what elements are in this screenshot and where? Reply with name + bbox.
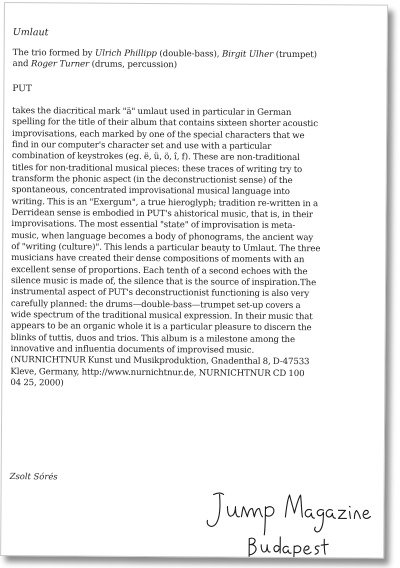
member-birgit-role: (trumpet) — [273, 49, 317, 61]
body-line: instrumental aspect of PUT's deconstructionist functioning is also very — [10, 287, 310, 300]
body-line: music, when language becomes a body of phonograms, the ancient way — [11, 230, 314, 243]
body-line: silence music is made of, the silence that is the source of inspiration.The — [11, 276, 317, 289]
review-body — [10, 106, 384, 392]
article — [10, 27, 385, 392]
body-line: Derridean sense is embodied in PUT's ahistorical music, that is, in their — [11, 207, 313, 221]
body-line: excellent sense of proportions. Each tenth of a second echoes with the — [11, 264, 308, 277]
body-line: carefully planned: the drums—double-bass—trumpet set-up covers a — [10, 298, 301, 311]
member-ulrich: Ulrich Phillipp — [95, 48, 157, 60]
article-title: Umlaut — [12, 27, 49, 39]
credits-intro: The trio formed by — [12, 48, 96, 59]
author-name: Zsolt Sórés — [9, 471, 58, 482]
body-line: improvisations, each marked by one of the special characters that we — [12, 128, 305, 141]
member-ulrich-role: (double-bass), — [156, 49, 223, 60]
handwritten-signature — [191, 480, 382, 558]
body-line: improvisations. The most essential "state" of improvisation is meta- — [11, 219, 296, 232]
credits-paragraph — [13, 48, 385, 73]
body-line: combination of keystrokes (eg. ë, ü, ö, î, f). These are non-traditional — [11, 151, 300, 164]
body-line: Kleve, Germany, http://www.nurnichtnur.de, NURNICHTNUR CD 100 — [10, 366, 305, 379]
body-line: of "writing (culture)". This lends a particular beauty to Umlaut. The three — [11, 241, 321, 255]
body-line: takes the diacritical mark "ä" umlaut used in particular in German — [12, 105, 292, 118]
album-heading: PUT — [12, 83, 32, 95]
scanned-document-page — [0, 2, 388, 559]
body-line: writing. This is an "Exergum", a true hieroglyph; tradition re-written in a — [11, 196, 319, 209]
body-line: musicians have created their dense compositions of moments with an — [11, 253, 305, 266]
body-line: appears to be an organic whole it is a particular pleasure to discern the — [10, 321, 312, 334]
body-line: blinks of tuttis, duos and trios. This album is a milestone among the — [10, 332, 295, 345]
body-line: wide spectrum of the traditional musical expression. In their music that — [10, 310, 313, 323]
body-line: transform the phonic aspect (in the deconstructionist sense) of the — [11, 173, 293, 186]
signature-drawing — [191, 480, 382, 558]
member-roger-role: (drums, percussion) — [89, 60, 178, 71]
member-birgit: Birgit Ulher — [221, 49, 274, 60]
credits-and: and — [12, 59, 32, 70]
body-line: 04 25, 2000) — [10, 378, 64, 389]
body-line: spelling for the title of their album that contains sixteen shorter acoustic — [12, 117, 318, 130]
body-line: titles for non-traditional musical pieces: these traces of writing try to — [11, 162, 303, 175]
body-line: innovative and influentia documents of improvised music. — [10, 344, 255, 356]
body-line: spontaneous, concentrated improvisational musical language into — [11, 185, 290, 198]
member-roger: Roger Turner — [31, 59, 90, 71]
body-line: (NURNICHTNUR Kunst und Musikproduktion, Gnadenthal 8, D-47533 — [10, 355, 310, 368]
body-line: find in our computer's character set and use with a particular — [11, 139, 272, 152]
